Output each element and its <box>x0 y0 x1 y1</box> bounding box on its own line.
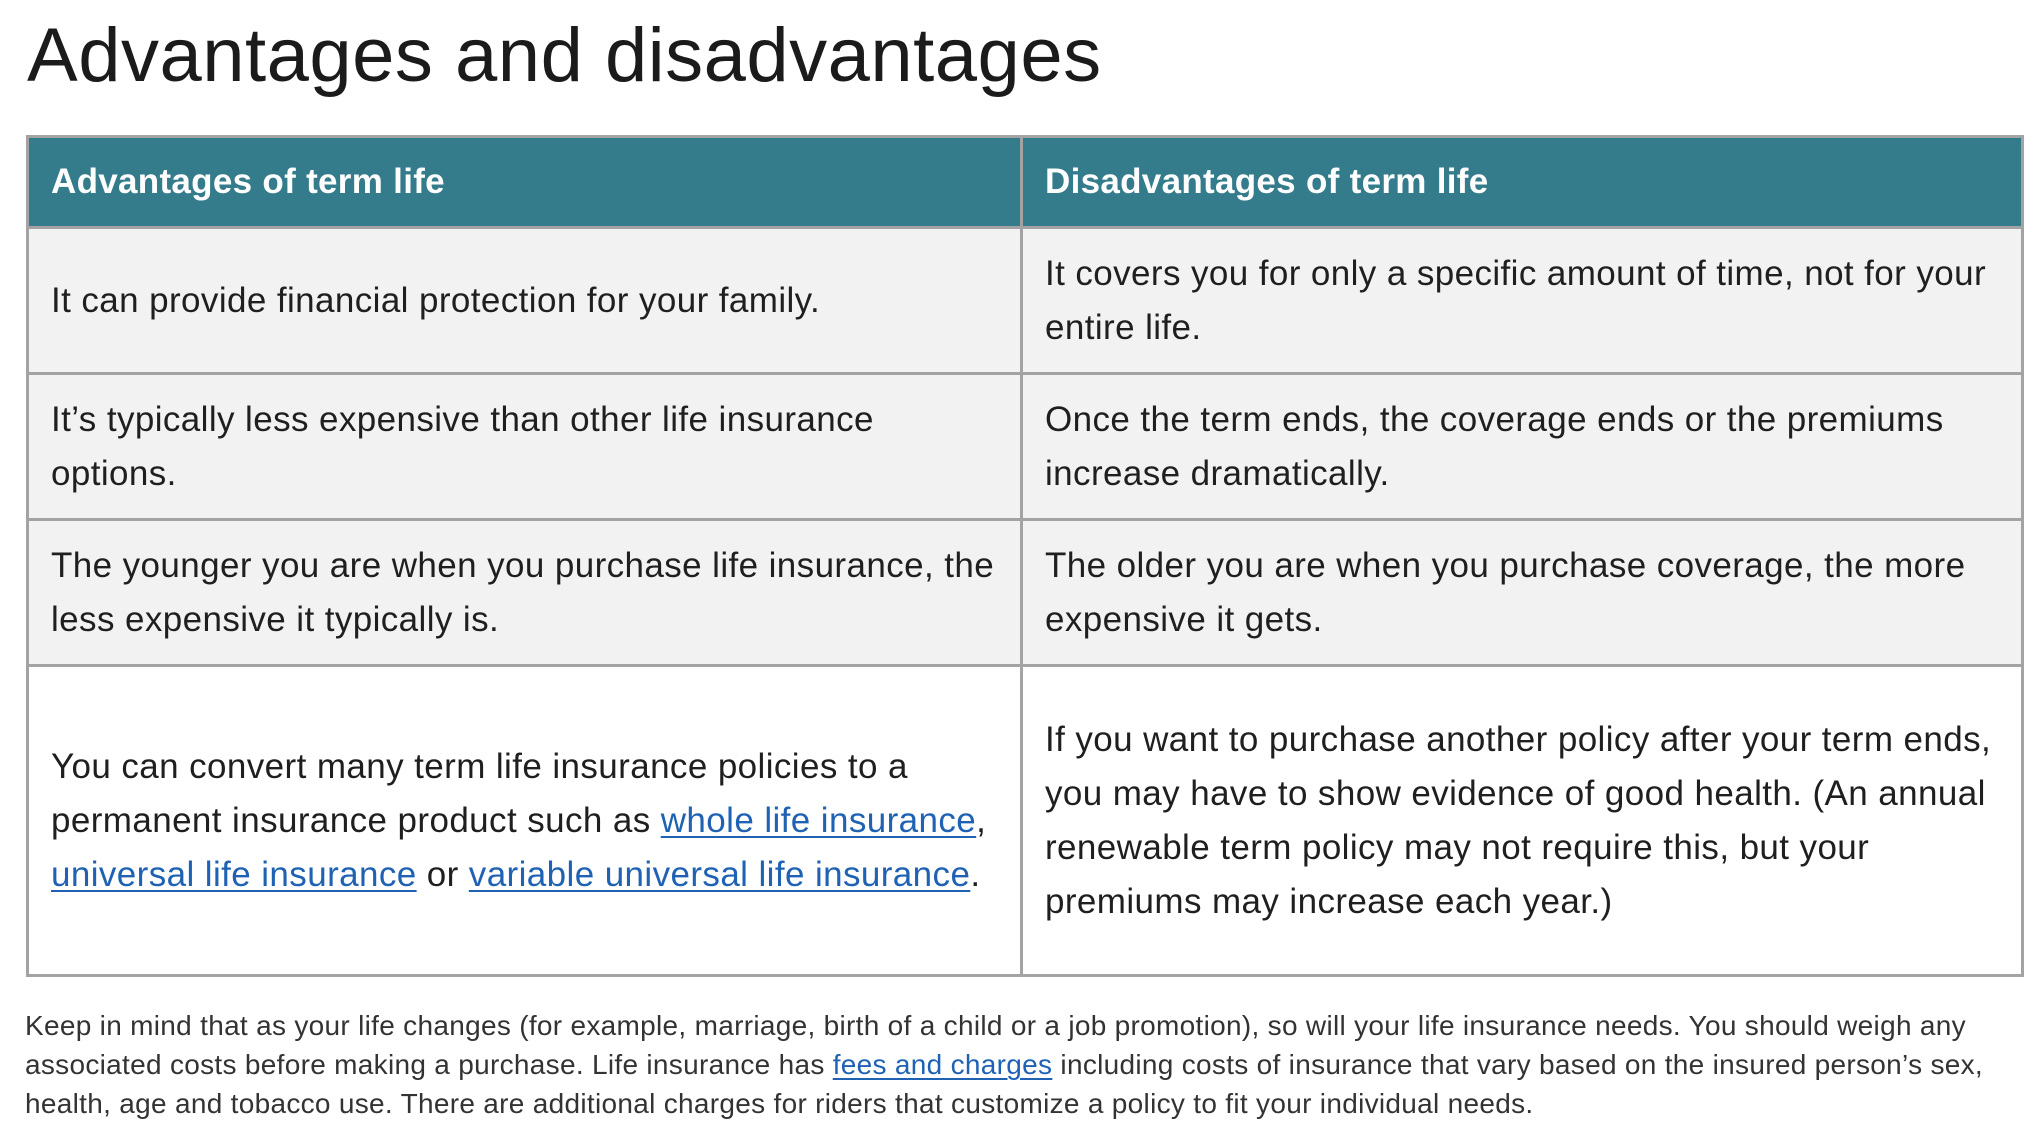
advantage-text-end: . <box>970 854 981 894</box>
advantage-cell <box>28 666 1022 976</box>
advantage-text: You can convert many term life insurance policies to a permanent insurance product such as <box>51 746 908 840</box>
advantage-cell: The younger you are when you purchase life insurance, the less expensive it typically is. <box>28 520 1022 666</box>
variable-universal-life-insurance-link[interactable]: variable universal life insurance <box>468 854 971 894</box>
table-row <box>28 374 2023 520</box>
comparison-table <box>26 135 2024 977</box>
table-row <box>28 228 2023 374</box>
header-disadvantages: Disadvantages of term life <box>1022 137 2023 228</box>
separator-or: or <box>416 854 469 894</box>
separator-comma: , <box>976 800 987 840</box>
disadvantage-cell: If you want to purchase another policy after your term ends, you may have to show evidence of good health. (An annual renewable term policy may not require this, but your premiums may increase each year.) <box>1022 666 2023 976</box>
footnote-text: Keep in mind that as your life changes (for example, marriage, birth of a child or a job promotion), so will your life insurance needs. You should weigh any associated costs before making a purchase. Life insurance has <box>25 1010 1966 1080</box>
advantage-cell: It can provide financial protection for your family. <box>28 228 1022 374</box>
disadvantage-cell: The older you are when you purchase coverage, the more expensive it gets. <box>1022 520 2023 666</box>
fees-and-charges-link[interactable]: fees and charges <box>832 1049 1053 1080</box>
advantage-cell: It’s typically less expensive than other life insurance options. <box>28 374 1022 520</box>
disadvantage-cell: It covers you for only a specific amount of time, not for your entire life. <box>1022 228 2023 374</box>
header-advantages: Advantages of term life <box>28 137 1022 228</box>
table-row <box>28 520 2023 666</box>
footnote-paragraph <box>25 1006 2015 1123</box>
universal-life-insurance-link[interactable]: universal life insurance <box>51 854 417 894</box>
table-row <box>28 666 2023 976</box>
footnote-text-end: including costs of insurance that vary based on the insured person’s sex, health, age and tobacco use. There are additional charges for riders that customize a policy to fit your individual needs. <box>25 1049 1983 1119</box>
page-title: Advantages and disadvantages <box>27 13 1102 98</box>
table-header-row <box>28 137 2023 228</box>
whole-life-insurance-link[interactable]: whole life insurance <box>660 800 977 840</box>
disadvantage-cell: Once the term ends, the coverage ends or the premiums increase dramatically. <box>1022 374 2023 520</box>
